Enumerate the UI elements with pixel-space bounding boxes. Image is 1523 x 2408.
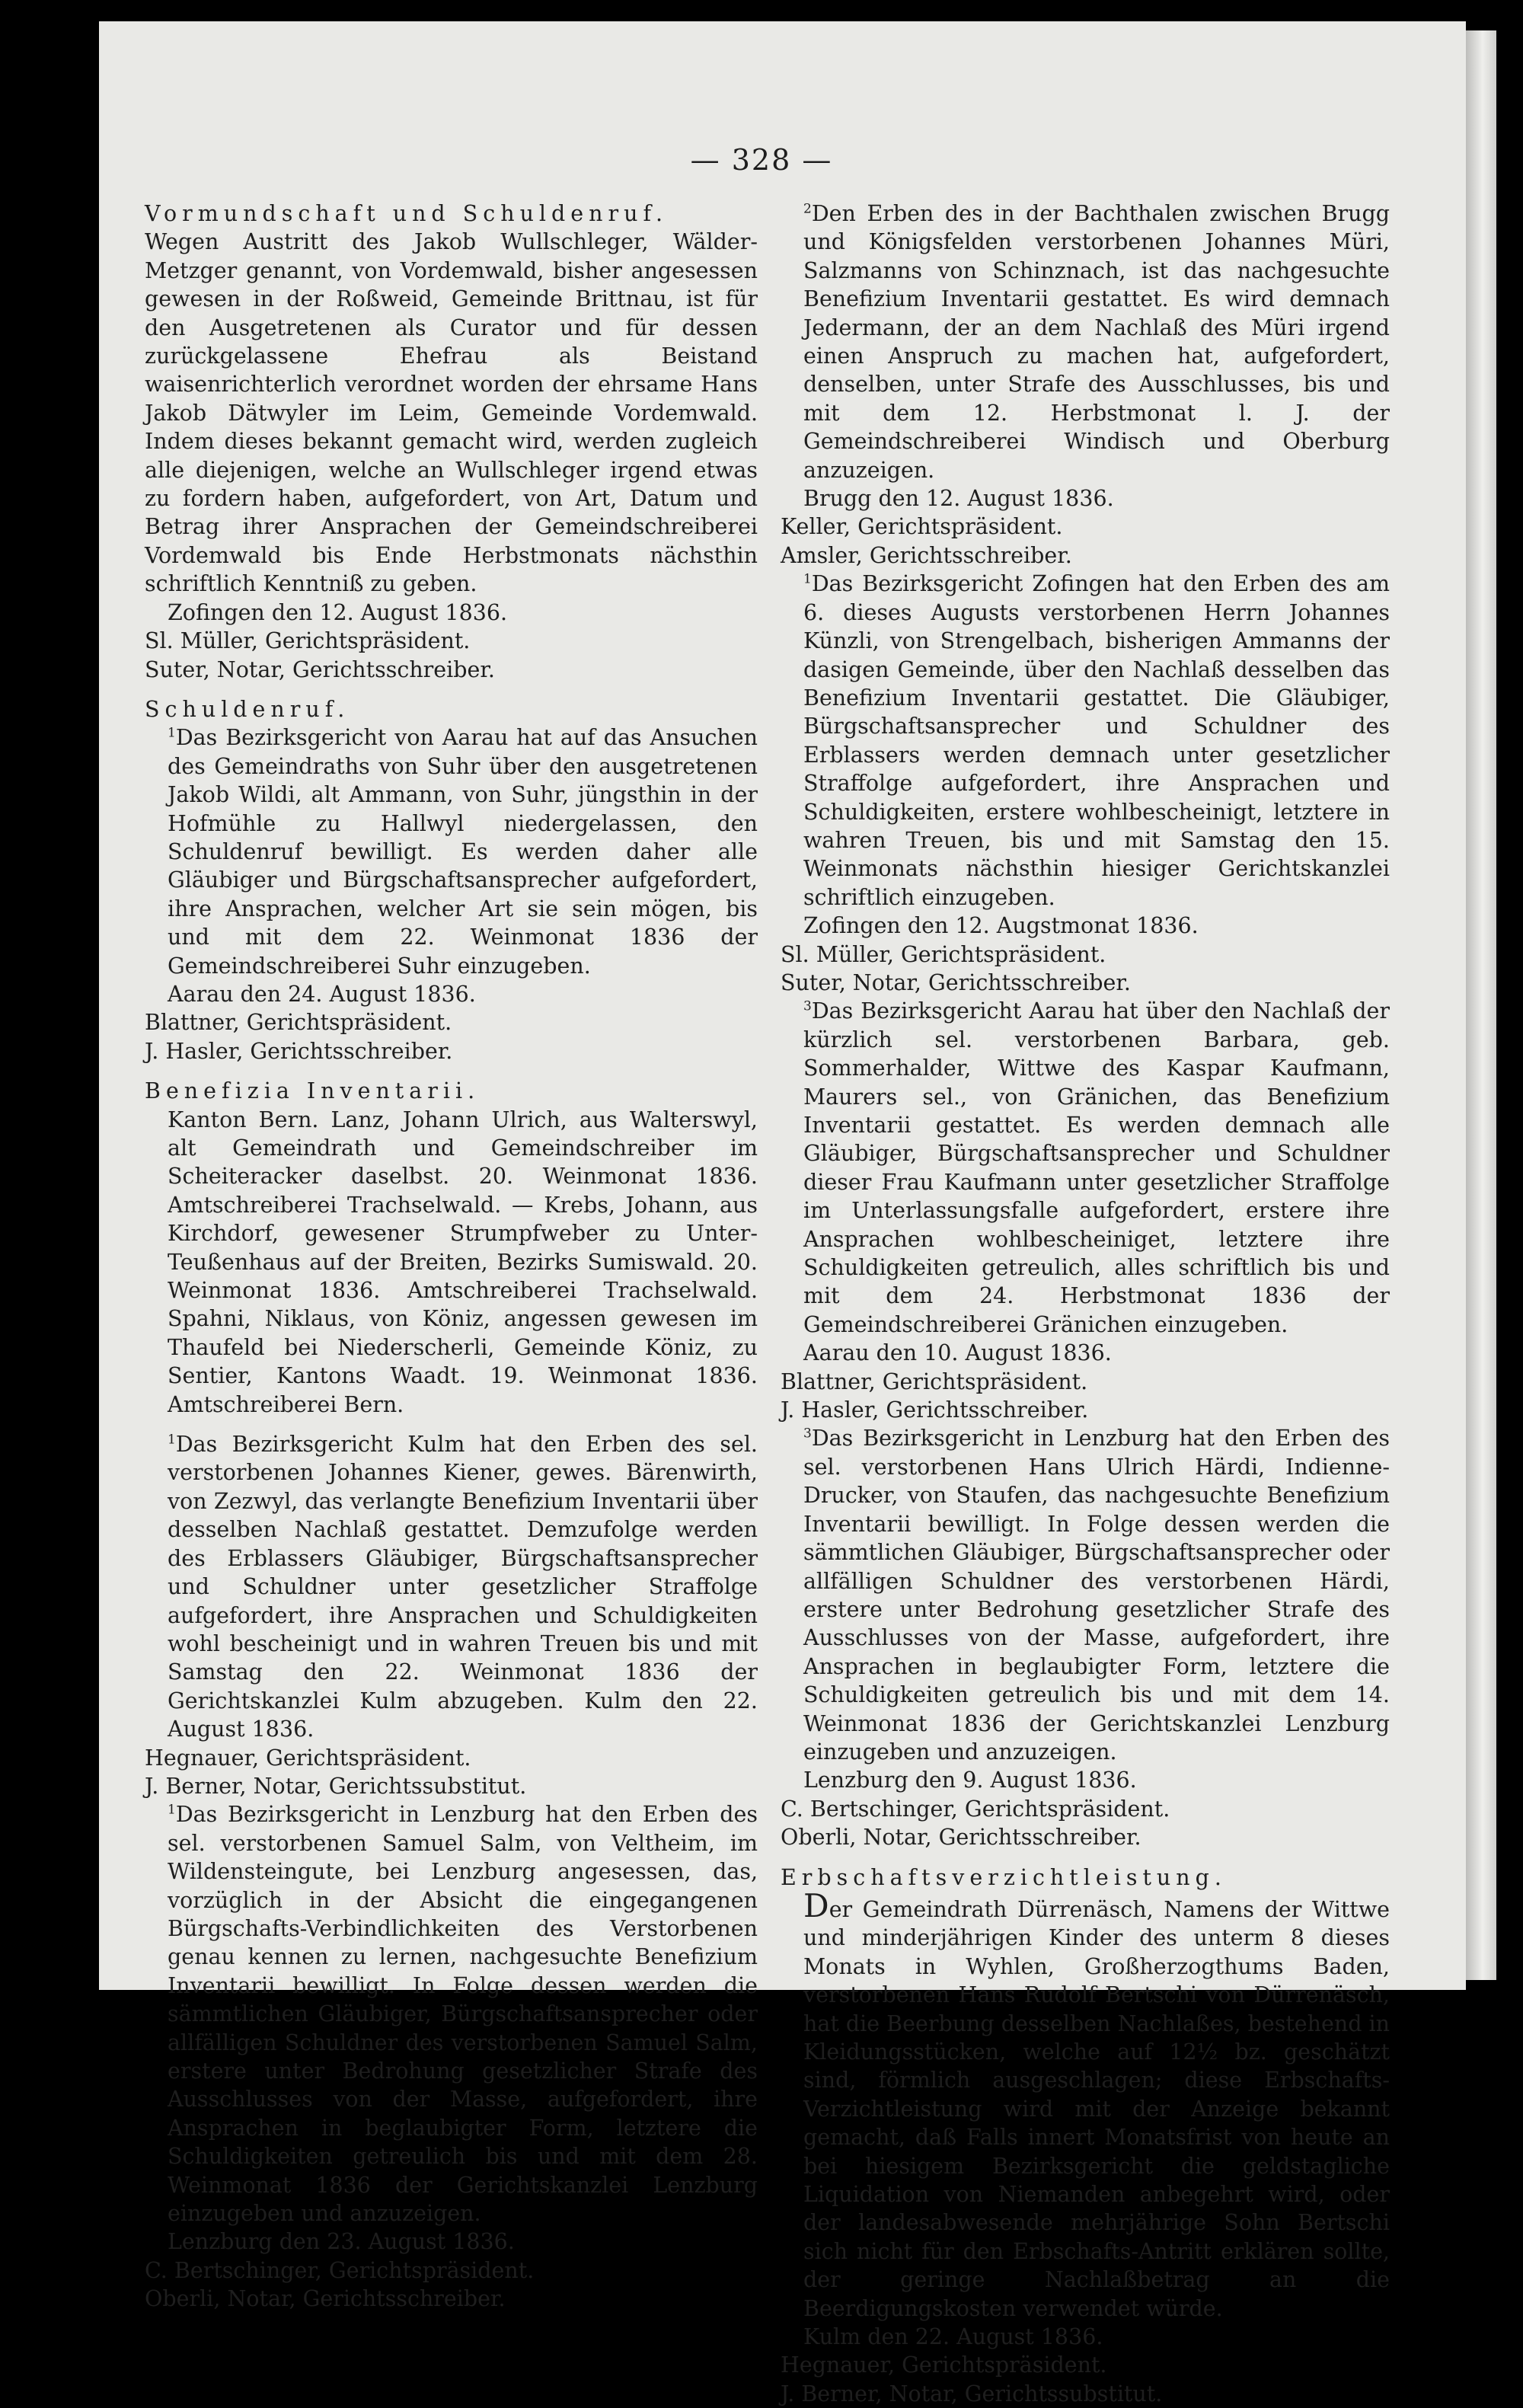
notice-text: Den Erben des in der Bachthalen zwischen Brugg und Königsfelden verstorbenen Johannes Müri, Salzmanns von Schinznach, ist das nachgesuchte Benefizium Inventarii gestattet. Es wird demnach Jedermann, der an dem Nachlaß des Müri irgend einen Anspruch zu machen hat, aufgefordert, denselben, unter Strafe des Ausschlusses, bis und mit dem 12. Herbstmonat l. J. der Gemeindschreiberei Windisch und Oberburg anzuzeigen. — [803, 201, 1390, 483]
signature: J. Berner, Notar, Gerichtssubstitut. — [145, 1773, 527, 1799]
notice-text: Das Bezirksgericht Zofingen hat den Erben des am 6. dieses Augusts verstorbenen Herrn Johannes Künzli, von Strengelbach, bisherigen Ammanns der dasigen Gemeinde, über den Nachlaß desselben das Benefizium Inventarii gestattet. Die Gläubiger, Bürgschaftsansprecher und Schuldner des Erblassers werden demnach unter gesetzlicher Straffolge aufgefordert, ihre Ansprachen und Schuldigkeiten, erstere wohlbescheinigt, letztere in wahren Treuen, bis und mit Samstag den 15. Weinmonats nächsthin hiesiger Gerichtskanzlei schriftlich einzugeben. — [803, 571, 1390, 910]
signature: Amsler, Gerichtsschreiber. — [781, 542, 1072, 568]
notice-bertschi — [781, 1886, 1390, 2323]
notice-date: Lenzburg den 9. August 1836. — [803, 1768, 1137, 1793]
notice-text: Das Bezirksgericht in Lenzburg hat den Erben des sel. verstorbenen Samuel Salm, von Veltheim, im Wildensteingute, bei Lenzburg angesessen, das, vorzüglich in der Absicht die eingegangenen Bürgschafts-Verbindlichkeiten des Verstorbenen genau kennen zu lernen, nachgesuchte Benefizium Inventarii bewilligt. In Folge dessen werden die sämmtlichen Gläubiger, Bürgschaftsansprecher oder allfälligen Schuldner des verstorbenen Samuel Salm, erstere unter Bedrohung gesetzlicher Strafe des Ausschlusses von der Masse, aufgefordert, ihre Ansprachen in beglaubigter Form, letztere die Schuldigkeiten getreulich bis und mit dem 28. Weinmonat 1836 der Gerichtskanzlei Lenzburg einzugeben und anzuzeigen. — [168, 1802, 758, 2227]
notice-mueri — [781, 200, 1390, 484]
notice-salm — [145, 1800, 758, 2228]
notice-text: Das Bezirksgericht von Aarau hat auf das Ansuchen des Gemeindraths von Suhr über den ausgetretenen Jakob Wildi, alt Ammann, von Suhr, jüngsthin in der Hofmühle zu Hallwyl niedergelassen, den Schuldenruf bewilligt. Es werden daher alle Gläubiger und Bürgschaftsansprecher aufgefordert, ihre Ansprachen, welcher Art sie sein mögen, bis und mit dem 22. Weinmonat 1836 der Gemeindschreiberei Suhr einzugeben. — [168, 725, 758, 979]
notice-mark: 1 — [168, 1802, 176, 1818]
signature: Oberli, Notar, Gerichtsschreiber. — [145, 2286, 506, 2312]
notice-mark: 1 — [168, 725, 176, 741]
notice-text: Das Bezirksgericht in Lenzburg hat den Erben des sel. verstorbenen Hans Ulrich Härdi, Indienne-Drucker, von Staufen, das nachgesuchte Benefizium Inventarii bewilligt. In Folge dessen werden die sämmtlichen Gläubiger, Bürgschaftsansprecher oder allfälligen Schuldner des verstorbenen Härdi, erstere unter Bedrohung gesetzlicher Strafe des Ausschlusses von der Masse, aufgefordert, ihre Ansprachen in beglaubigter Form, letztere die Schuldigkeiten getreulich bis und mit dem 14. Weinmonat 1836 der Gerichtskanzlei Lenzburg einzugeben und anzuzeigen. — [803, 1426, 1390, 1764]
notice-date: Aarau den 10. August 1836. — [803, 1340, 1112, 1366]
notice-mark: 2 — [803, 201, 812, 217]
decorated-initial: D — [803, 1886, 829, 1924]
signature: Suter, Notar, Gerichtsschreiber. — [781, 969, 1131, 995]
signature: C. Bertschinger, Gerichtspräsident. — [781, 1796, 1170, 1822]
signature: J. Berner, Notar, Gerichtssubstitut. — [781, 2381, 1163, 2406]
notice-kuenzli — [781, 570, 1390, 912]
signature: J. Hasler, Gerichtsschreiber. — [145, 1038, 453, 1064]
notice-date: Aarau den 24. August 1836. — [168, 981, 476, 1007]
signature: Hegnauer, Gerichtspräsident. — [781, 2352, 1107, 2378]
notice-kiener — [145, 1430, 758, 1743]
notice-date: Lenzburg den 23. August 1836. — [168, 2229, 515, 2255]
signature: Oberli, Notar, Gerichtsschreiber. — [781, 1825, 1141, 1851]
notice-kanton-bern: Kanton Bern. Lanz, Johann Ulrich, aus Walterswyl, alt Gemeindrath und Gemeindschreiber im Scheiteracker daselbst. 20. Weinmonat 1836. Amtschreiberei Trachselwald. — Krebs, Johann, aus Kirchdorf, gewesener Strumpfweber zu Unter-Teußenhaus auf der Breiten, Bezirks Sumiswald. 20. Weinmonat 1836. Amtschreiberei Trachselwald. Spahni, Niklaus, von Köniz, angessen gewesen im Thaufeld bei Niederscherli, Gemeinde Köniz, zu Sentier, Kantons Waadt. 19. Weinmonat 1836. Amtschreiberei Bern. — [168, 1107, 758, 1417]
notice-date: Zofingen den 12. August 1836. — [168, 599, 508, 625]
heading-schuldenruf: Schuldenruf. — [145, 696, 350, 722]
notice-mark: 1 — [803, 571, 812, 587]
notice-text: er Gemeindrath Dürrenäsch, Namens der Wittwe und minderjährigen Kinder des unterm 8 dieses Monats in Wyhlen, Großherzogthums Baden, verstorbenen Hans Rudolf Bertschi von Dürrenäsch, hat die Beerbung desselben Nachlaßes, bestehend in Kleidungsstücken, welche auf 12½ bz. geschätzt sind, förmlich ausgeschlagen; diese Erbschafts-Verzichtleistung wird mit der Anzeige bekannt gemacht, daß Falls innert Monatsfrist von heute an bei hiesigem Bezirksgericht die geldstagliche Liquidation von Niemanden anbegehrt wird, oder der landesabwesende mehrjährige Sohn Bertschi sich nicht für den Erbschafts-Antritt erklären sollte, der geringe Nachlaßbetrag an die Beerdigungskosten verwendet würde. — [803, 1896, 1390, 2321]
left-column — [145, 200, 758, 2314]
heading-vormundschaft: Vormundschaft und Schuldenruf. — [145, 201, 669, 226]
notice-wullschleger: Wegen Austritt des Jakob Wullschleger, Wälder-Metzger genannt, von Vordemwald, bisher angesessen gewesen in der Roßweid, Gemeinde Brittnau, ist für den Ausgetretenen als Curator und für dessen zurückgelassene Ehefrau als Beistand waisenrichterlich verordnet worden der ehrsame Hans Jakob Dätwyler im Leim, Gemeinde Vordemwald. Indem dieses bekannt gemacht wird, werden zugleich alle diejenigen, welche an Wullschleger irgend etwas zu fordern haben, aufgefordert, von Art, Datum und Betrag ihrer Ansprachen der Gemeindschreiberei Vordemwald bis Ende Herbstmonats nächsthin schriftlich Kenntniß zu geben. — [145, 229, 758, 597]
notice-wildi — [145, 723, 758, 980]
page-number: — 328 — — [690, 143, 833, 177]
heading-erbschaftsverzicht: Erbschaftsverzichtleistung. — [781, 1864, 1227, 1890]
signature: Sl. Müller, Gerichtspräsident. — [781, 941, 1106, 967]
notice-haerdi — [781, 1424, 1390, 1766]
signature: Hegnauer, Gerichtspräsident. — [145, 1745, 471, 1771]
notice-mark: 3 — [803, 1426, 812, 1442]
signature: Keller, Gerichtspräsident. — [781, 514, 1063, 540]
notice-date: Zofingen den 12. Augstmonat 1836. — [803, 913, 1199, 939]
notice-kaufmann — [781, 997, 1390, 1339]
notice-date: Kulm den 22. August 1836. — [803, 2324, 1103, 2350]
page-edge — [1466, 30, 1496, 1980]
signature: Sl. Müller, Gerichtspräsident. — [145, 628, 471, 654]
notice-date: Brugg den 12. August 1836. — [803, 486, 1114, 512]
notice-text: Das Bezirksgericht Kulm hat den Erben des sel. verstorbenen Johannes Kiener, gewes. Bärenwirth, von Zezwyl, das verlangte Benefizium Inventarii über desselben Nachlaß gestattet. Demzufolge werden des Erblassers Gläubiger, Bürgschaftsansprecher und Schuldner unter gesetzlicher Straffolge aufgefordert, ihre Ansprachen und Schuldigkeiten wohl bescheinigt und in wahren Treuen bis und mit Samstag den 22. Weinmonat 1836 der Gerichtskanzlei Kulm abzugeben. Kulm den 22. August 1836. — [168, 1432, 758, 1742]
heading-benefizia: Benefizia Inventarii. — [145, 1078, 481, 1104]
signature: J. Hasler, Gerichtsschreiber. — [781, 1397, 1089, 1423]
notice-mark: 1 — [168, 1432, 176, 1448]
right-column — [781, 200, 1390, 2408]
notice-mark: 3 — [803, 998, 812, 1014]
notice-text: Das Bezirksgericht Aarau hat über den Nachlaß der kürzlich sel. verstorbenen Barbara, geb. Sommerhalder, Wittwe des Kaspar Kaufmann, Maurers sel., von Gränichen, das Benefizium Inventarii gestattet. Es werden demnach alle Gläubiger, Bürgschaftsansprecher und Schuldner dieser Frau Kaufmann unter gesetzlicher Straffolge im Unterlassungsfalle aufgefordert, erstere ihre Ansprachen wohlbescheiniget, letztere ihre Schuldigkeiten getreulich, alles schriftlich bis und mit dem 24. Herbstmonat 1836 der Gemeindschreiberei Gränichen einzugeben. — [803, 998, 1390, 1337]
signature: C. Bertschinger, Gerichtspräsident. — [145, 2257, 535, 2283]
signature: Suter, Notar, Gerichtsschreiber. — [145, 656, 495, 682]
signature: Blattner, Gerichtspräsident. — [781, 1368, 1088, 1394]
signature: Blattner, Gerichtspräsident. — [145, 1010, 452, 1036]
